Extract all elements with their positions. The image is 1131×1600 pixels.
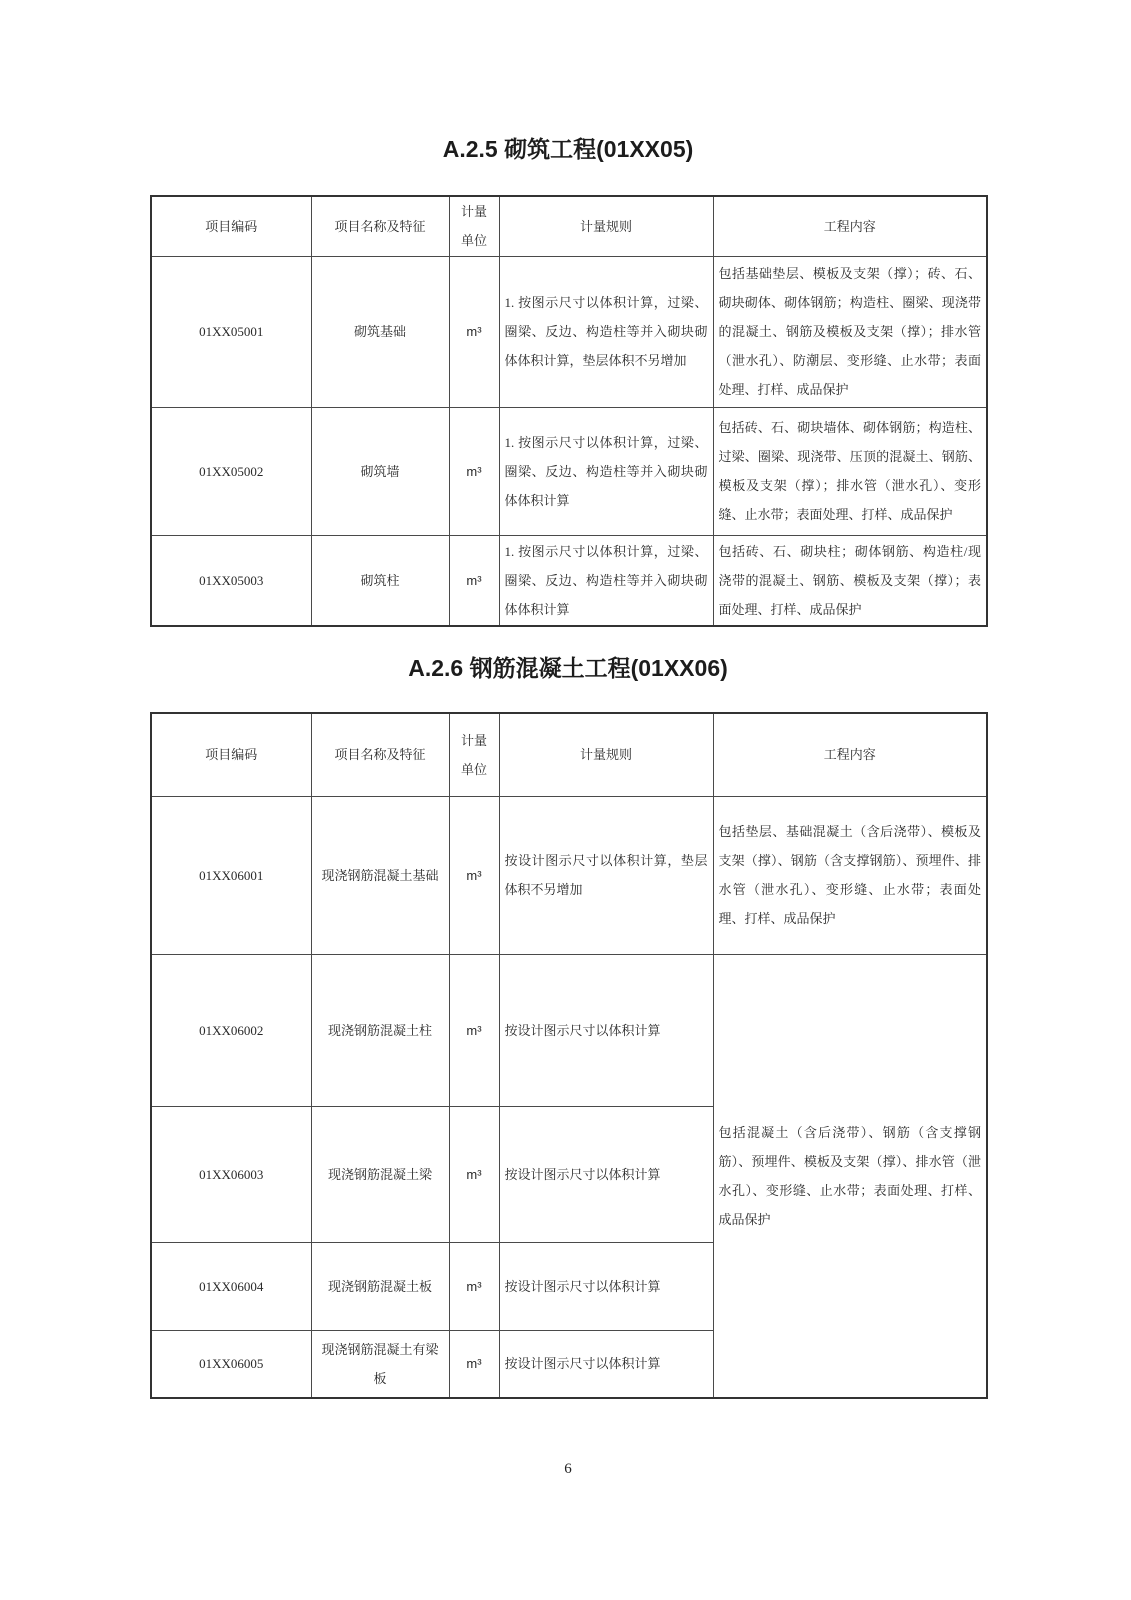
cell-unit: m³ <box>449 407 499 535</box>
header-item-code: 项目编码 <box>151 196 311 256</box>
cell-item-code: 01XX06002 <box>151 954 311 1106</box>
cell-item-code: 01XX05003 <box>151 535 311 626</box>
masonry-works-table <box>150 195 988 627</box>
table-row <box>151 256 987 407</box>
cell-work-content: 包括基础垫层、模板及支架（撑）；砖、石、砌块砌体、砌体钢筋；构造柱、圈梁、现浇带的混凝土、钢筋及模板及支架（撑）；排水管（泄水孔）、防潮层、变形缝、止水带；表面处理、打样、成品保护 <box>713 256 987 407</box>
cell-unit: m³ <box>449 1106 499 1242</box>
cell-measure-rule: 按设计图示尺寸以体积计算 <box>499 1242 713 1330</box>
header-unit: 计量单位 <box>449 713 499 796</box>
table-row <box>151 954 987 1106</box>
cell-unit: m³ <box>449 1330 499 1398</box>
cell-item-name: 砌筑柱 <box>311 535 449 626</box>
cell-item-code: 01XX06004 <box>151 1242 311 1330</box>
cell-measure-rule: 按设计图示尺寸以体积计算，垫层体积不另增加 <box>499 796 713 954</box>
cell-item-name: 现浇钢筋混凝土基础 <box>311 796 449 954</box>
cell-measure-rule: 按设计图示尺寸以体积计算 <box>499 1330 713 1398</box>
cell-measure-rule: 1. 按图示尺寸以体积计算，过梁、圈梁、反边、构造柱等并入砌块砌体体积计算，垫层体积不另增加 <box>499 256 713 407</box>
header-unit: 计量单位 <box>449 196 499 256</box>
table-header-row <box>151 713 987 796</box>
header-item-code: 项目编码 <box>151 713 311 796</box>
section-title-a25: A.2.5 砌筑工程(01XX05) <box>442 136 694 162</box>
cell-item-code: 01XX06003 <box>151 1106 311 1242</box>
cell-item-name: 砌筑基础 <box>311 256 449 407</box>
header-work-content: 工程内容 <box>713 713 987 796</box>
cell-item-name: 现浇钢筋混凝土梁 <box>311 1106 449 1242</box>
cell-item-name: 现浇钢筋混凝土有梁板 <box>311 1330 449 1398</box>
cell-measure-rule: 按设计图示尺寸以体积计算 <box>499 1106 713 1242</box>
header-measure-rule: 计量规则 <box>499 196 713 256</box>
document-page <box>150 0 986 1478</box>
section-title-a26: A.2.6 钢筋混凝土工程(01XX06) <box>408 655 728 681</box>
cell-unit: m³ <box>449 256 499 407</box>
cell-item-code: 01XX05001 <box>151 256 311 407</box>
reinforced-concrete-table <box>150 712 988 1399</box>
header-measure-rule: 计量规则 <box>499 713 713 796</box>
cell-item-code: 01XX05002 <box>151 407 311 535</box>
cell-measure-rule: 1. 按图示尺寸以体积计算，过梁、圈梁、反边、构造柱等并入砌块砌体体积计算 <box>499 407 713 535</box>
table-row <box>151 796 987 954</box>
cell-unit: m³ <box>449 1242 499 1330</box>
cell-measure-rule: 按设计图示尺寸以体积计算 <box>499 954 713 1106</box>
cell-item-name: 砌筑墙 <box>311 407 449 535</box>
cell-item-code: 01XX06001 <box>151 796 311 954</box>
cell-unit: m³ <box>449 796 499 954</box>
header-work-content: 工程内容 <box>713 196 987 256</box>
cell-work-content: 包括砖、石、砌块墙体、砌体钢筋；构造柱、过梁、圈梁、现浇带、压顶的混凝土、钢筋、模板及支架（撑）；排水管（泄水孔）、变形缝、止水带；表面处理、打样、成品保护 <box>713 407 987 535</box>
table-row <box>151 535 987 626</box>
table-header-row <box>151 196 987 256</box>
cell-item-name: 现浇钢筋混凝土柱 <box>311 954 449 1106</box>
cell-work-content-merged: 包括混凝土（含后浇带）、钢筋（含支撑钢筋）、预埋件、模板及支架（撑）、排水管（泄水孔）、变形缝、止水带；表面处理、打样、成品保护 <box>713 954 987 1398</box>
cell-work-content: 包括砖、石、砌块柱；砌体钢筋、构造柱/现浇带的混凝土、钢筋、模板及支架（撑）；表面处理、打样、成品保护 <box>713 535 987 626</box>
cell-work-content: 包括垫层、基础混凝土（含后浇带）、模板及支架（撑）、钢筋（含支撑钢筋）、预埋件、排水管（泄水孔）、变形缝、止水带；表面处理、打样、成品保护 <box>713 796 987 954</box>
table-row <box>151 407 987 535</box>
cell-item-name: 现浇钢筋混凝土板 <box>311 1242 449 1330</box>
cell-item-code: 01XX06005 <box>151 1330 311 1398</box>
cell-unit: m³ <box>449 535 499 626</box>
cell-unit: m³ <box>449 954 499 1106</box>
header-item-name: 项目名称及特征 <box>311 196 449 256</box>
cell-measure-rule: 1. 按图示尺寸以体积计算，过梁、圈梁、反边、构造柱等并入砌块砌体体积计算 <box>499 535 713 626</box>
page-number: 6 <box>564 1461 572 1477</box>
header-item-name: 项目名称及特征 <box>311 713 449 796</box>
